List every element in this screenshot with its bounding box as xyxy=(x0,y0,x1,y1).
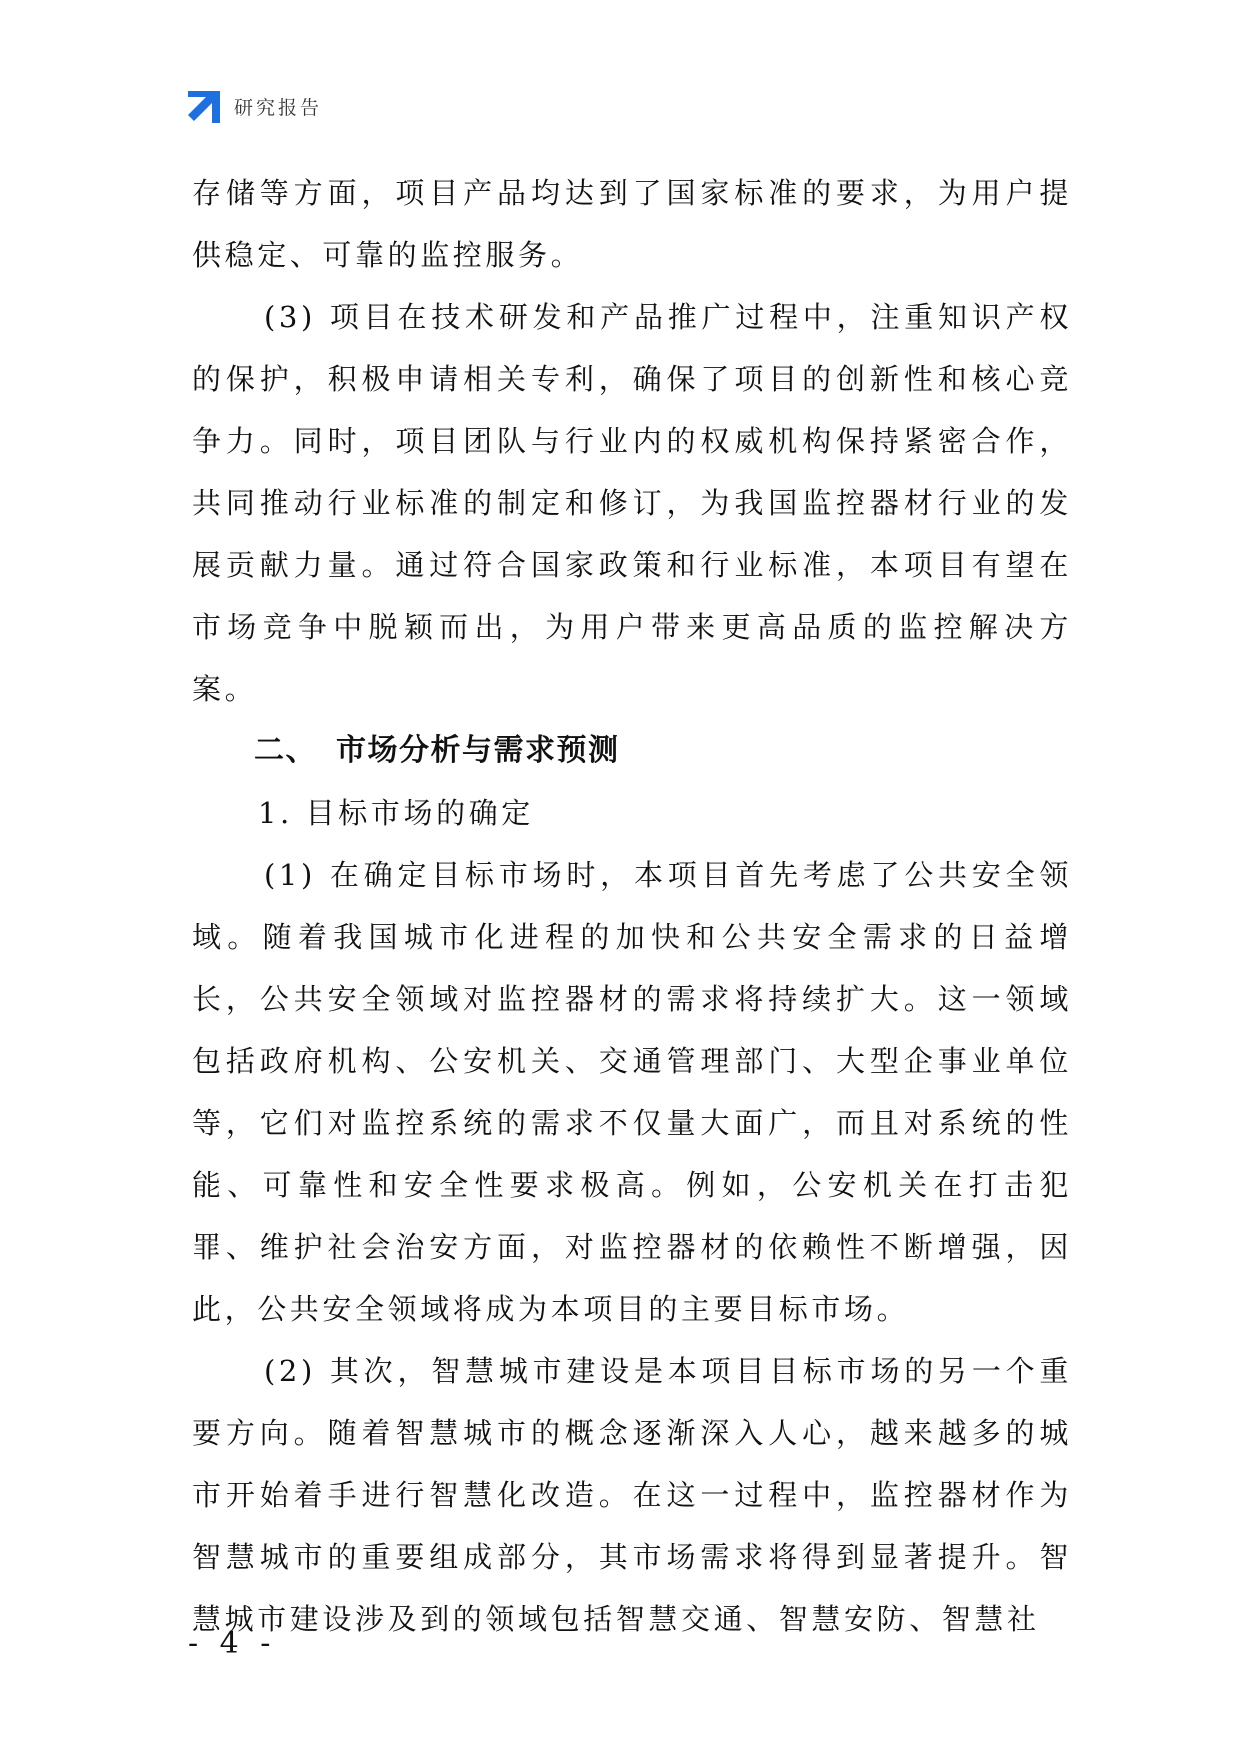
arrow-up-right-icon xyxy=(188,89,222,123)
section-title: 市场分析与需求预测 xyxy=(336,733,620,768)
paragraph-continued: 存储等方面，项目产品均达到了国家标准的要求，为用户提供稳定、可靠的监控服务。 xyxy=(192,176,1072,272)
subsection-heading: 1. 目标市场的确定 xyxy=(258,796,534,830)
document-body xyxy=(192,162,1072,1650)
paragraph-2: (2) 其次，智慧城市建设是本项目目标市场的另一个重要方向。随着智慧城市的概念逐渐深入人心，越来越多的城市开始着手进行智慧化改造。在这一过程中，监控器材作为智慧城市的重要组成部分，其市场需求将得到显著提升。智慧城市建设涉及到的领域包括智慧交通、智慧安防、智慧社 xyxy=(192,1354,1072,1636)
section-number: 二、 xyxy=(254,733,317,768)
paragraph-3: (3) 项目在技术研发和产品推广过程中，注重知识产权的保护，积极申请相关专利，确保了项目的创新性和核心竞争力。同时，项目团队与行业内的权威机构保持紧密合作，共同推动行业标准的制定和修订，为我国监控器材行业的发展贡献力量。通过符合国家政策和行业标准，本项目有望在市场竞争中脱颖而出，为用户带来更高品质的监控解决方案。 xyxy=(192,300,1072,706)
section-heading xyxy=(192,720,1072,782)
page-number: - 4 - xyxy=(188,1626,277,1661)
page-header xyxy=(188,88,322,124)
header-title: 研究报告 xyxy=(234,96,323,119)
paragraph-1: (1) 在确定目标市场时，本项目首先考虑了公共安全领域。随着我国城市化进程的加快和公共安全需求的日益增长，公共安全领域对监控器材的需求将持续扩大。这一领域包括政府机构、公安机关、交通管理部门、大型企事业单位等，它们对监控系统的需求不仅量大面广，而且对系统的性能、可靠性和安全性要求极高。例如，公安机关在打击犯罪、维护社会治安方面，对监控器材的依赖性不断增强，因此，公共安全领域将成为本项目的主要目标市场。 xyxy=(192,858,1072,1326)
